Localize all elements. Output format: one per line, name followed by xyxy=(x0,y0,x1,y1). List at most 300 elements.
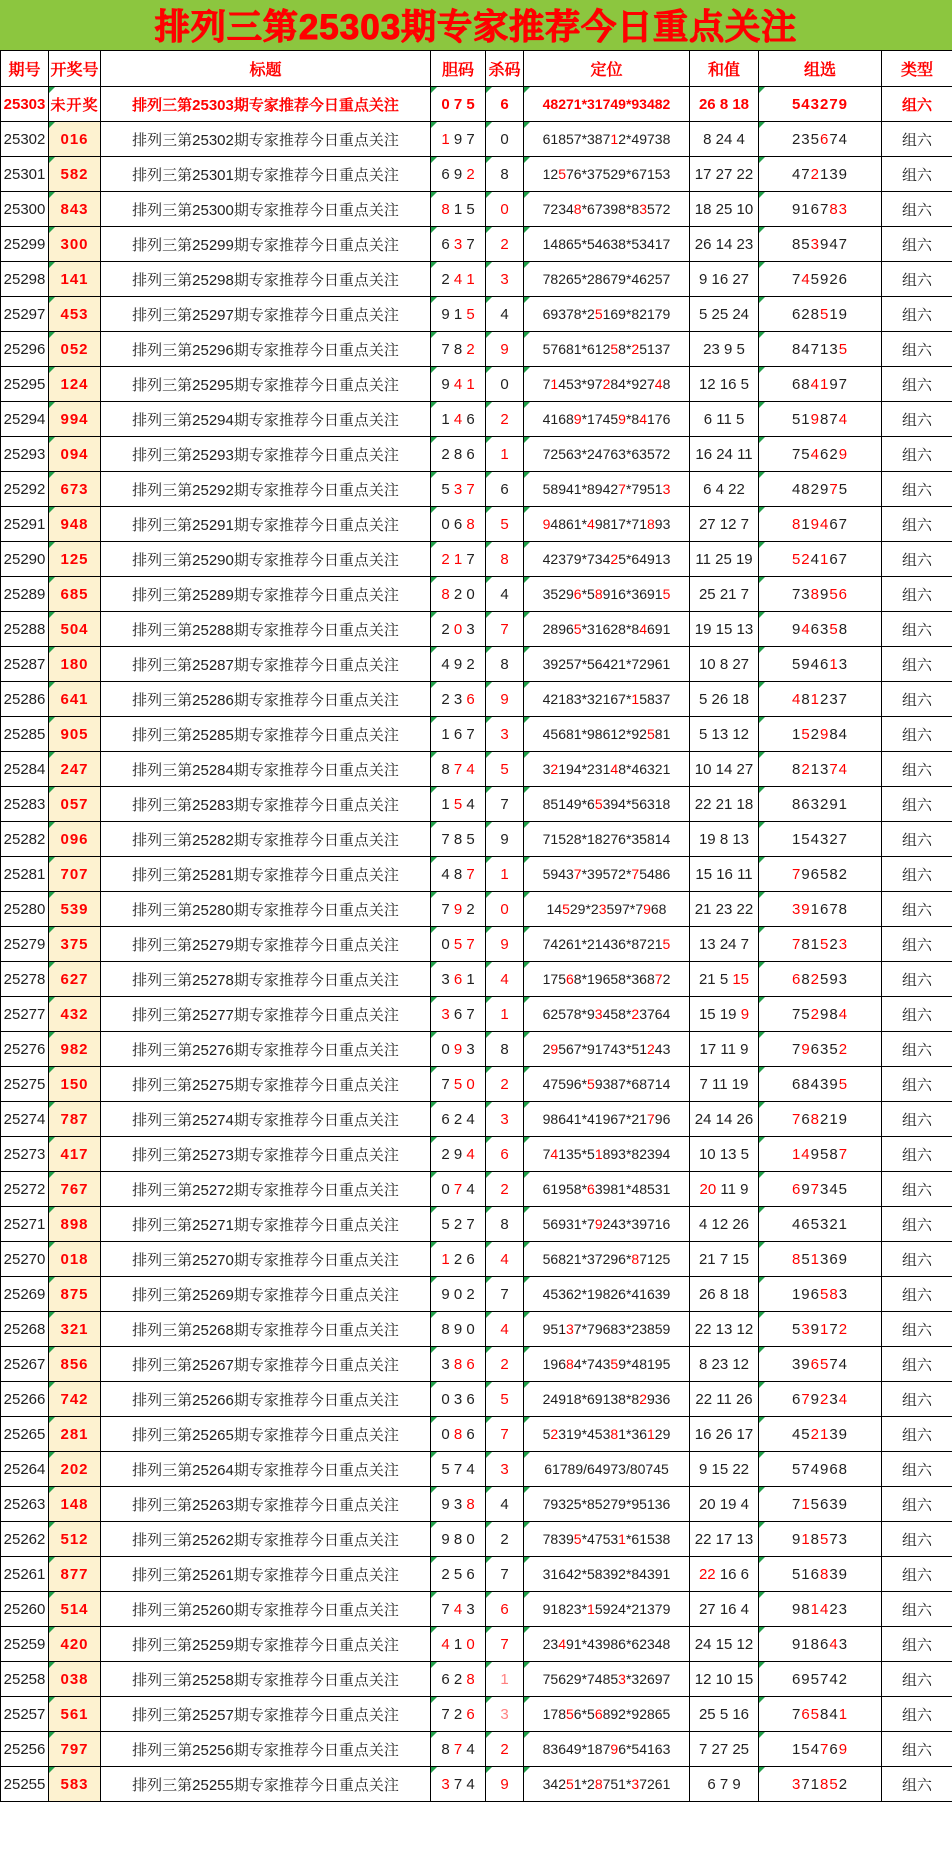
cell-issue: 25294 xyxy=(1,402,49,437)
cell-sum: 16 26 17 xyxy=(690,1417,759,1452)
cell-title: 排列三第25263期专家推荐今日重点关注 xyxy=(101,1487,431,1522)
cell-kill: 4 xyxy=(486,1487,524,1522)
cell-issue: 25288 xyxy=(1,612,49,647)
hit-digit: 6 xyxy=(466,1355,475,1373)
cell-issue: 25293 xyxy=(1,437,49,472)
hit-digit: 3 xyxy=(631,1776,640,1792)
table-row xyxy=(1,1312,952,1347)
hit-digit: 7 xyxy=(618,481,626,497)
hit-digit: 9 xyxy=(542,516,551,532)
cell-pos: 69378*25169*82179 xyxy=(524,297,690,332)
cell-draw: 877 xyxy=(49,1557,101,1592)
cell-issue: 25255 xyxy=(1,1767,49,1802)
cell-type: 组六 xyxy=(882,1277,952,1312)
hit-digit: 2 xyxy=(838,1320,849,1338)
cell-sum: 8 23 12 xyxy=(690,1347,759,1382)
cell-title: 排列三第25297期专家推荐今日重点关注 xyxy=(101,297,431,332)
cell-kill xyxy=(486,192,524,227)
cell-draw: 898 xyxy=(49,1207,101,1242)
hit-digit: 8 xyxy=(791,515,802,533)
cell-sum: 20 19 4 xyxy=(690,1487,759,1522)
hit-digit: 5 xyxy=(838,1075,849,1093)
cell-sum: 18 25 10 xyxy=(690,192,759,227)
hit-digit: 4 xyxy=(453,375,463,393)
hit-digit: 8 xyxy=(500,550,509,568)
cell-pos: 61789/64973/80745 xyxy=(524,1452,690,1487)
cell-draw: 202 xyxy=(49,1452,101,1487)
cell-draw: 512 xyxy=(49,1522,101,1557)
cell-draw: 281 xyxy=(49,1417,101,1452)
table-row xyxy=(1,1452,952,1487)
hit-digit: 4 xyxy=(610,761,619,777)
cell-title: 排列三第25284期专家推荐今日重点关注 xyxy=(101,752,431,787)
cell-issue: 25295 xyxy=(1,367,49,402)
cell-pos: 48271*31749*93482 xyxy=(524,87,690,122)
table-row xyxy=(1,612,952,647)
cell-group: 196583 xyxy=(759,1277,882,1312)
hit-digit: 15 xyxy=(732,970,750,988)
col-header-pos: 定位 xyxy=(524,51,690,87)
cell-group: 745926 xyxy=(759,262,882,297)
cell-type: 组六 xyxy=(882,1697,952,1732)
cell-issue: 25260 xyxy=(1,1592,49,1627)
cell-type: 组六 xyxy=(882,1487,952,1522)
cell-draw: 未开奖 xyxy=(49,87,101,122)
hit-digit: 7 xyxy=(573,866,582,882)
hit-digit: 3 xyxy=(639,201,647,217)
cell-type: 组六 xyxy=(882,1242,952,1277)
hit-digit: 5 xyxy=(573,621,582,637)
cell-draw: 096 xyxy=(49,822,101,857)
cell-draw: 856 xyxy=(49,1347,101,1382)
hit-digit: 3 xyxy=(441,1775,450,1793)
hit-digit: 8 xyxy=(466,1670,475,1688)
hit-digit: 4 xyxy=(587,516,595,532)
cell-sum: 9 15 22 xyxy=(690,1452,759,1487)
cell-pos: 78265*28679*46257 xyxy=(524,262,690,297)
cell-group: 695742 xyxy=(759,1662,882,1697)
cell-sum: 7 27 25 xyxy=(690,1732,759,1767)
cell-dan: 8 7 4 xyxy=(431,1732,486,1767)
hit-digit: 4 xyxy=(550,1146,559,1162)
cell-type: 组六 xyxy=(882,1067,952,1102)
cell-type: 组六 xyxy=(882,1662,952,1697)
cell-group: 149587 xyxy=(759,1137,882,1172)
cell-group: 847135 xyxy=(759,332,882,367)
hit-digit: 2 xyxy=(820,1390,830,1408)
hit-digit: 8 xyxy=(646,516,655,532)
cell-kill: 4 xyxy=(486,577,524,612)
table-row xyxy=(1,1487,952,1522)
cell-dan: 9 8 0 xyxy=(431,1522,486,1557)
col-header-issue: 期号 xyxy=(1,51,49,87)
hit-digit: 5 xyxy=(500,760,509,778)
cell-dan: 9 0 2 xyxy=(431,1277,486,1312)
cell-sum: 10 8 27 xyxy=(690,647,759,682)
cell-kill xyxy=(486,857,524,892)
cell-group: 543279 xyxy=(759,87,882,122)
cell-kill xyxy=(486,1592,524,1627)
hit-digit: 3 xyxy=(618,1671,626,1687)
hit-digit: 8 xyxy=(810,585,820,603)
cell-type: 组六 xyxy=(882,787,952,822)
cell-sum: 24 14 26 xyxy=(690,1102,759,1137)
cell-sum: 6 4 22 xyxy=(690,472,759,507)
cell-sum: 11 25 19 xyxy=(690,542,759,577)
cell-dan: 9 1 5 xyxy=(431,297,486,332)
cell-issue: 25299 xyxy=(1,227,49,262)
cell-type: 组六 xyxy=(882,1382,952,1417)
hit-digit: 5 xyxy=(662,936,671,952)
cell-dan: 1 5 4 xyxy=(431,787,486,822)
cell-title: 排列三第25301期专家推荐今日重点关注 xyxy=(101,157,431,192)
hit-digit: 1 xyxy=(820,1320,830,1338)
hit-digit: 9 xyxy=(594,1216,603,1232)
hit-digit: 2 xyxy=(838,1040,849,1058)
cell-dan: 7 5 0 xyxy=(431,1067,486,1102)
hit-digit: 4 xyxy=(453,270,463,288)
hit-digit: 9 xyxy=(453,1040,463,1058)
hit-digit: 8 xyxy=(791,1250,802,1268)
cell-type: 组六 xyxy=(882,157,952,192)
cell-group: 235674 xyxy=(759,122,882,157)
cell-issue: 25290 xyxy=(1,542,49,577)
cell-draw: 514 xyxy=(49,1592,101,1627)
cell-type: 组六 xyxy=(882,297,952,332)
col-header-group: 组选 xyxy=(759,51,882,87)
cell-draw: 539 xyxy=(49,892,101,927)
cell-title: 排列三第25281期专家推荐今日重点关注 xyxy=(101,857,431,892)
cell-type: 组六 xyxy=(882,402,952,437)
cell-group: 452139 xyxy=(759,1417,882,1452)
cell-dan: 7 9 2 xyxy=(431,892,486,927)
table-row xyxy=(1,1382,952,1417)
cell-type: 组六 xyxy=(882,1312,952,1347)
cell-draw: 300 xyxy=(49,227,101,262)
hit-digit: 7 xyxy=(500,1425,509,1443)
cell-dan: 0 7 5 xyxy=(431,87,486,122)
hit-digit: 1 xyxy=(801,1495,811,1513)
cell-dan: 2 8 6 xyxy=(431,437,486,472)
cell-title: 排列三第25293期专家推荐今日重点关注 xyxy=(101,437,431,472)
cell-title: 排列三第25280期专家推荐今日重点关注 xyxy=(101,892,431,927)
cell-group: 594613 xyxy=(759,647,882,682)
cell-issue: 25274 xyxy=(1,1102,49,1137)
cell-pos: 45681*98612*92581 xyxy=(524,717,690,752)
cell-issue: 25303 xyxy=(1,87,49,122)
cell-title: 排列三第25256期专家推荐今日重点关注 xyxy=(101,1732,431,1767)
cell-issue: 25257 xyxy=(1,1697,49,1732)
hit-digit: 4 xyxy=(838,1390,849,1408)
cell-type: 组六 xyxy=(882,682,952,717)
table-row xyxy=(1,1627,952,1662)
cell-sum: 10 14 27 xyxy=(690,752,759,787)
cell-issue: 25301 xyxy=(1,157,49,192)
cell-type: 组六 xyxy=(882,87,952,122)
cell-sum: 20 11 9 xyxy=(690,1172,759,1207)
table-row xyxy=(1,1592,952,1627)
hit-digit: 5 xyxy=(829,620,839,638)
cell-type: 组六 xyxy=(882,262,952,297)
hit-digit: 7 xyxy=(631,866,640,882)
cell-group: 918573 xyxy=(759,1522,882,1557)
cell-sum: 22 13 12 xyxy=(690,1312,759,1347)
cell-group: 916783 xyxy=(759,192,882,227)
hit-digit: 1 xyxy=(647,1426,655,1442)
cell-draw: 094 xyxy=(49,437,101,472)
cell-type: 组六 xyxy=(882,1102,952,1137)
cell-draw: 627 xyxy=(49,962,101,997)
cell-draw: 432 xyxy=(49,997,101,1032)
cell-dan: 8 2 0 xyxy=(431,577,486,612)
hit-digit: 1 xyxy=(550,376,559,392)
hit-digit: 1 xyxy=(810,690,820,708)
table-row xyxy=(1,507,952,542)
cell-pos: 17856*56892*92865 xyxy=(524,1697,690,1732)
cell-dan: 4 8 7 xyxy=(431,857,486,892)
hit-digit: 3 xyxy=(453,235,463,253)
cell-group: 519874 xyxy=(759,402,882,437)
cell-sum: 10 13 5 xyxy=(690,1137,759,1172)
cell-sum: 22 21 18 xyxy=(690,787,759,822)
cell-pos: 61958*63981*48531 xyxy=(524,1172,690,1207)
cell-pos: 78395*47531*61538 xyxy=(524,1522,690,1557)
hit-digit: 1 xyxy=(820,550,830,568)
cell-type: 组六 xyxy=(882,472,952,507)
cell-kill xyxy=(486,542,524,577)
cell-title: 排列三第25291期专家推荐今日重点关注 xyxy=(101,507,431,542)
cell-pos: 72563*24763*63572 xyxy=(524,437,690,472)
cell-pos: 59437*39572*75486 xyxy=(524,857,690,892)
cell-sum: 17 11 9 xyxy=(690,1032,759,1067)
cell-type: 组六 xyxy=(882,1627,952,1662)
cell-pos: 17568*19658*36872 xyxy=(524,962,690,997)
cell-dan: 1 4 6 xyxy=(431,402,486,437)
hit-digit: 4 xyxy=(810,445,820,463)
hit-digit: 4 xyxy=(453,1600,463,1618)
cell-title: 排列三第25294期专家推荐今日重点关注 xyxy=(101,402,431,437)
hit-digit: 1 xyxy=(441,130,450,148)
cell-group: 682593 xyxy=(759,962,882,997)
cell-type: 组六 xyxy=(882,192,952,227)
cell-dan: 6 2 8 xyxy=(431,1662,486,1697)
hit-digit: 9 xyxy=(810,410,820,428)
cell-kill xyxy=(486,437,524,472)
hit-digit: 8 xyxy=(594,586,603,602)
cell-type: 组六 xyxy=(882,647,952,682)
hit-digit: 7 xyxy=(829,480,839,498)
cell-sum: 16 24 11 xyxy=(690,437,759,472)
hit-digit: 9 xyxy=(820,725,830,743)
hit-digit: 2 xyxy=(441,550,450,568)
cell-draw: 707 xyxy=(49,857,101,892)
cell-group: 539172 xyxy=(759,1312,882,1347)
cell-draw: 685 xyxy=(49,577,101,612)
cell-kill: 9 xyxy=(486,822,524,857)
cell-group: 981423 xyxy=(759,1592,882,1627)
cell-dan: 1 9 7 xyxy=(431,122,486,157)
cell-draw: 420 xyxy=(49,1627,101,1662)
cell-type: 组六 xyxy=(882,1032,952,1067)
hit-digit: 4 xyxy=(558,1636,567,1652)
cell-kill: 0 xyxy=(486,367,524,402)
cell-dan: 2 4 1 xyxy=(431,262,486,297)
hit-digit: 9 xyxy=(453,900,463,918)
cell-type: 组六 xyxy=(882,367,952,402)
hit-digit: 52 xyxy=(791,550,811,568)
table-row xyxy=(1,472,952,507)
table-row xyxy=(1,87,952,122)
table-row xyxy=(1,262,952,297)
hit-digit: 2 xyxy=(500,1740,509,1758)
hit-digit: 2 xyxy=(466,165,475,183)
cell-draw: 948 xyxy=(49,507,101,542)
table-row xyxy=(1,577,952,612)
hit-digit: 8 xyxy=(466,1495,475,1513)
cell-title: 排列三第25260期专家推荐今日重点关注 xyxy=(101,1592,431,1627)
hit-digit: 4 xyxy=(838,410,849,428)
cell-issue: 25276 xyxy=(1,1032,49,1067)
cell-title: 排列三第25282期专家推荐今日重点关注 xyxy=(101,822,431,857)
cell-title: 排列三第25295期专家推荐今日重点关注 xyxy=(101,367,431,402)
cell-dan: 8 9 0 xyxy=(431,1312,486,1347)
cell-issue: 25277 xyxy=(1,997,49,1032)
cell-dan: 0 6 8 xyxy=(431,507,486,542)
hit-digit: 5 xyxy=(838,340,849,358)
cell-draw: 561 xyxy=(49,1697,101,1732)
hit-digit: 7 xyxy=(791,935,802,953)
cell-issue: 25302 xyxy=(1,122,49,157)
hit-digit: 2 xyxy=(466,340,475,358)
hit-digit: 3 xyxy=(500,270,509,288)
cell-title: 排列三第25285期专家推荐今日重点关注 xyxy=(101,717,431,752)
cell-draw: 982 xyxy=(49,1032,101,1067)
hit-digit: 0 xyxy=(500,900,509,918)
hit-digit: 4 xyxy=(639,621,647,637)
col-header-sum: 和值 xyxy=(690,51,759,87)
cell-draw: 673 xyxy=(49,472,101,507)
cell-title: 排列三第25298期专家推荐今日重点关注 xyxy=(101,262,431,297)
hit-digit: 1 xyxy=(631,691,640,707)
cell-kill xyxy=(486,1347,524,1382)
cell-draw: 797 xyxy=(49,1732,101,1767)
cell-type: 组六 xyxy=(882,122,952,157)
table-row xyxy=(1,1172,952,1207)
hit-digit: 3 xyxy=(453,480,463,498)
hit-digit: 3 xyxy=(810,235,820,253)
cell-dan: 3 7 4 xyxy=(431,1767,486,1802)
hit-digit: 7 xyxy=(466,935,475,953)
cell-group: 679234 xyxy=(759,1382,882,1417)
cell-title: 排列三第25290期专家推荐今日重点关注 xyxy=(101,542,431,577)
cell-type: 组六 xyxy=(882,1522,952,1557)
table-row xyxy=(1,297,952,332)
cell-title: 排列三第25264期专家推荐今日重点关注 xyxy=(101,1452,431,1487)
hit-digit: 2 xyxy=(602,376,611,392)
hit-digit: 3 xyxy=(500,725,509,743)
hit-digit: 8 xyxy=(566,1356,574,1372)
cell-sum: 19 15 13 xyxy=(690,612,759,647)
cell-draw: 180 xyxy=(49,647,101,682)
cell-dan: 5 3 7 xyxy=(431,472,486,507)
cell-draw: 453 xyxy=(49,297,101,332)
cell-kill: 6 xyxy=(486,472,524,507)
cell-group: 482975 xyxy=(759,472,882,507)
cell-issue: 25279 xyxy=(1,927,49,962)
table-row xyxy=(1,962,952,997)
hit-digit: 7 xyxy=(466,480,475,498)
cell-type: 组六 xyxy=(882,857,952,892)
cell-group: 781523 xyxy=(759,927,882,962)
hit-digit: 8 xyxy=(610,1426,619,1442)
hit-digit: 2 xyxy=(500,1180,509,1198)
cell-type: 组六 xyxy=(882,1137,952,1172)
cell-title: 排列三第25255期专家推荐今日重点关注 xyxy=(101,1767,431,1802)
cell-pos: 58941*89427*79513 xyxy=(524,472,690,507)
hit-digit: 5 xyxy=(610,1356,619,1372)
hit-digit: 22 xyxy=(698,1565,716,1583)
hit-digit: 1 xyxy=(829,655,839,673)
table-row xyxy=(1,1767,952,1802)
cell-title: 排列三第25278期专家推荐今日重点关注 xyxy=(101,962,431,997)
hit-digit: 8 xyxy=(631,1251,640,1267)
hit-digit: 4 xyxy=(801,620,811,638)
cell-kill xyxy=(486,1767,524,1802)
hit-digit: 9 xyxy=(500,1775,509,1793)
cell-sum: 6 11 5 xyxy=(690,402,759,437)
cell-group: 154327 xyxy=(759,822,882,857)
cell-title: 排列三第25283期专家推荐今日重点关注 xyxy=(101,787,431,822)
cell-draw: 247 xyxy=(49,752,101,787)
cell-pos: 14865*54638*53417 xyxy=(524,227,690,262)
cell-draw: 417 xyxy=(49,1137,101,1172)
cell-title: 排列三第25274期专家推荐今日重点关注 xyxy=(101,1102,431,1137)
table-row xyxy=(1,332,952,367)
hit-digit: 2 xyxy=(631,341,640,357)
cell-draw: 057 xyxy=(49,787,101,822)
hit-digit: 21 xyxy=(810,1425,830,1443)
cell-draw: 742 xyxy=(49,1382,101,1417)
hit-digit: 1 xyxy=(466,270,475,288)
cell-pos: 61857*38712*49738 xyxy=(524,122,690,157)
cell-pos: 35296*58916*36915 xyxy=(524,577,690,612)
cell-sum: 5 26 18 xyxy=(690,682,759,717)
cell-pos: 32194*23148*46321 xyxy=(524,752,690,787)
cell-draw: 582 xyxy=(49,157,101,192)
header-row xyxy=(1,51,952,87)
cell-pos: 71453*97284*92748 xyxy=(524,367,690,402)
cell-pos: 12576*37529*67153 xyxy=(524,157,690,192)
hit-digit: 6 xyxy=(500,1600,509,1618)
cell-type: 组六 xyxy=(882,752,952,787)
cell-issue: 25272 xyxy=(1,1172,49,1207)
hit-digit: 58 xyxy=(820,1285,839,1303)
cell-draw: 018 xyxy=(49,1242,101,1277)
hit-digit: 14 xyxy=(810,1600,830,1618)
hit-digit: 1 xyxy=(610,131,619,147)
cell-group: 853947 xyxy=(759,227,882,262)
cell-draw: 905 xyxy=(49,717,101,752)
cell-issue: 25269 xyxy=(1,1277,49,1312)
cell-sum: 22 16 6 xyxy=(690,1557,759,1592)
cell-pos: 91823*15924*21379 xyxy=(524,1592,690,1627)
hit-digit: 5 xyxy=(820,305,830,323)
table-row xyxy=(1,402,952,437)
cell-pos: 31642*58392*84391 xyxy=(524,1557,690,1592)
hit-digit: 5 xyxy=(558,166,567,182)
hit-digit: 9 xyxy=(500,935,509,953)
cell-title: 排列三第25279期专家推荐今日重点关注 xyxy=(101,927,431,962)
